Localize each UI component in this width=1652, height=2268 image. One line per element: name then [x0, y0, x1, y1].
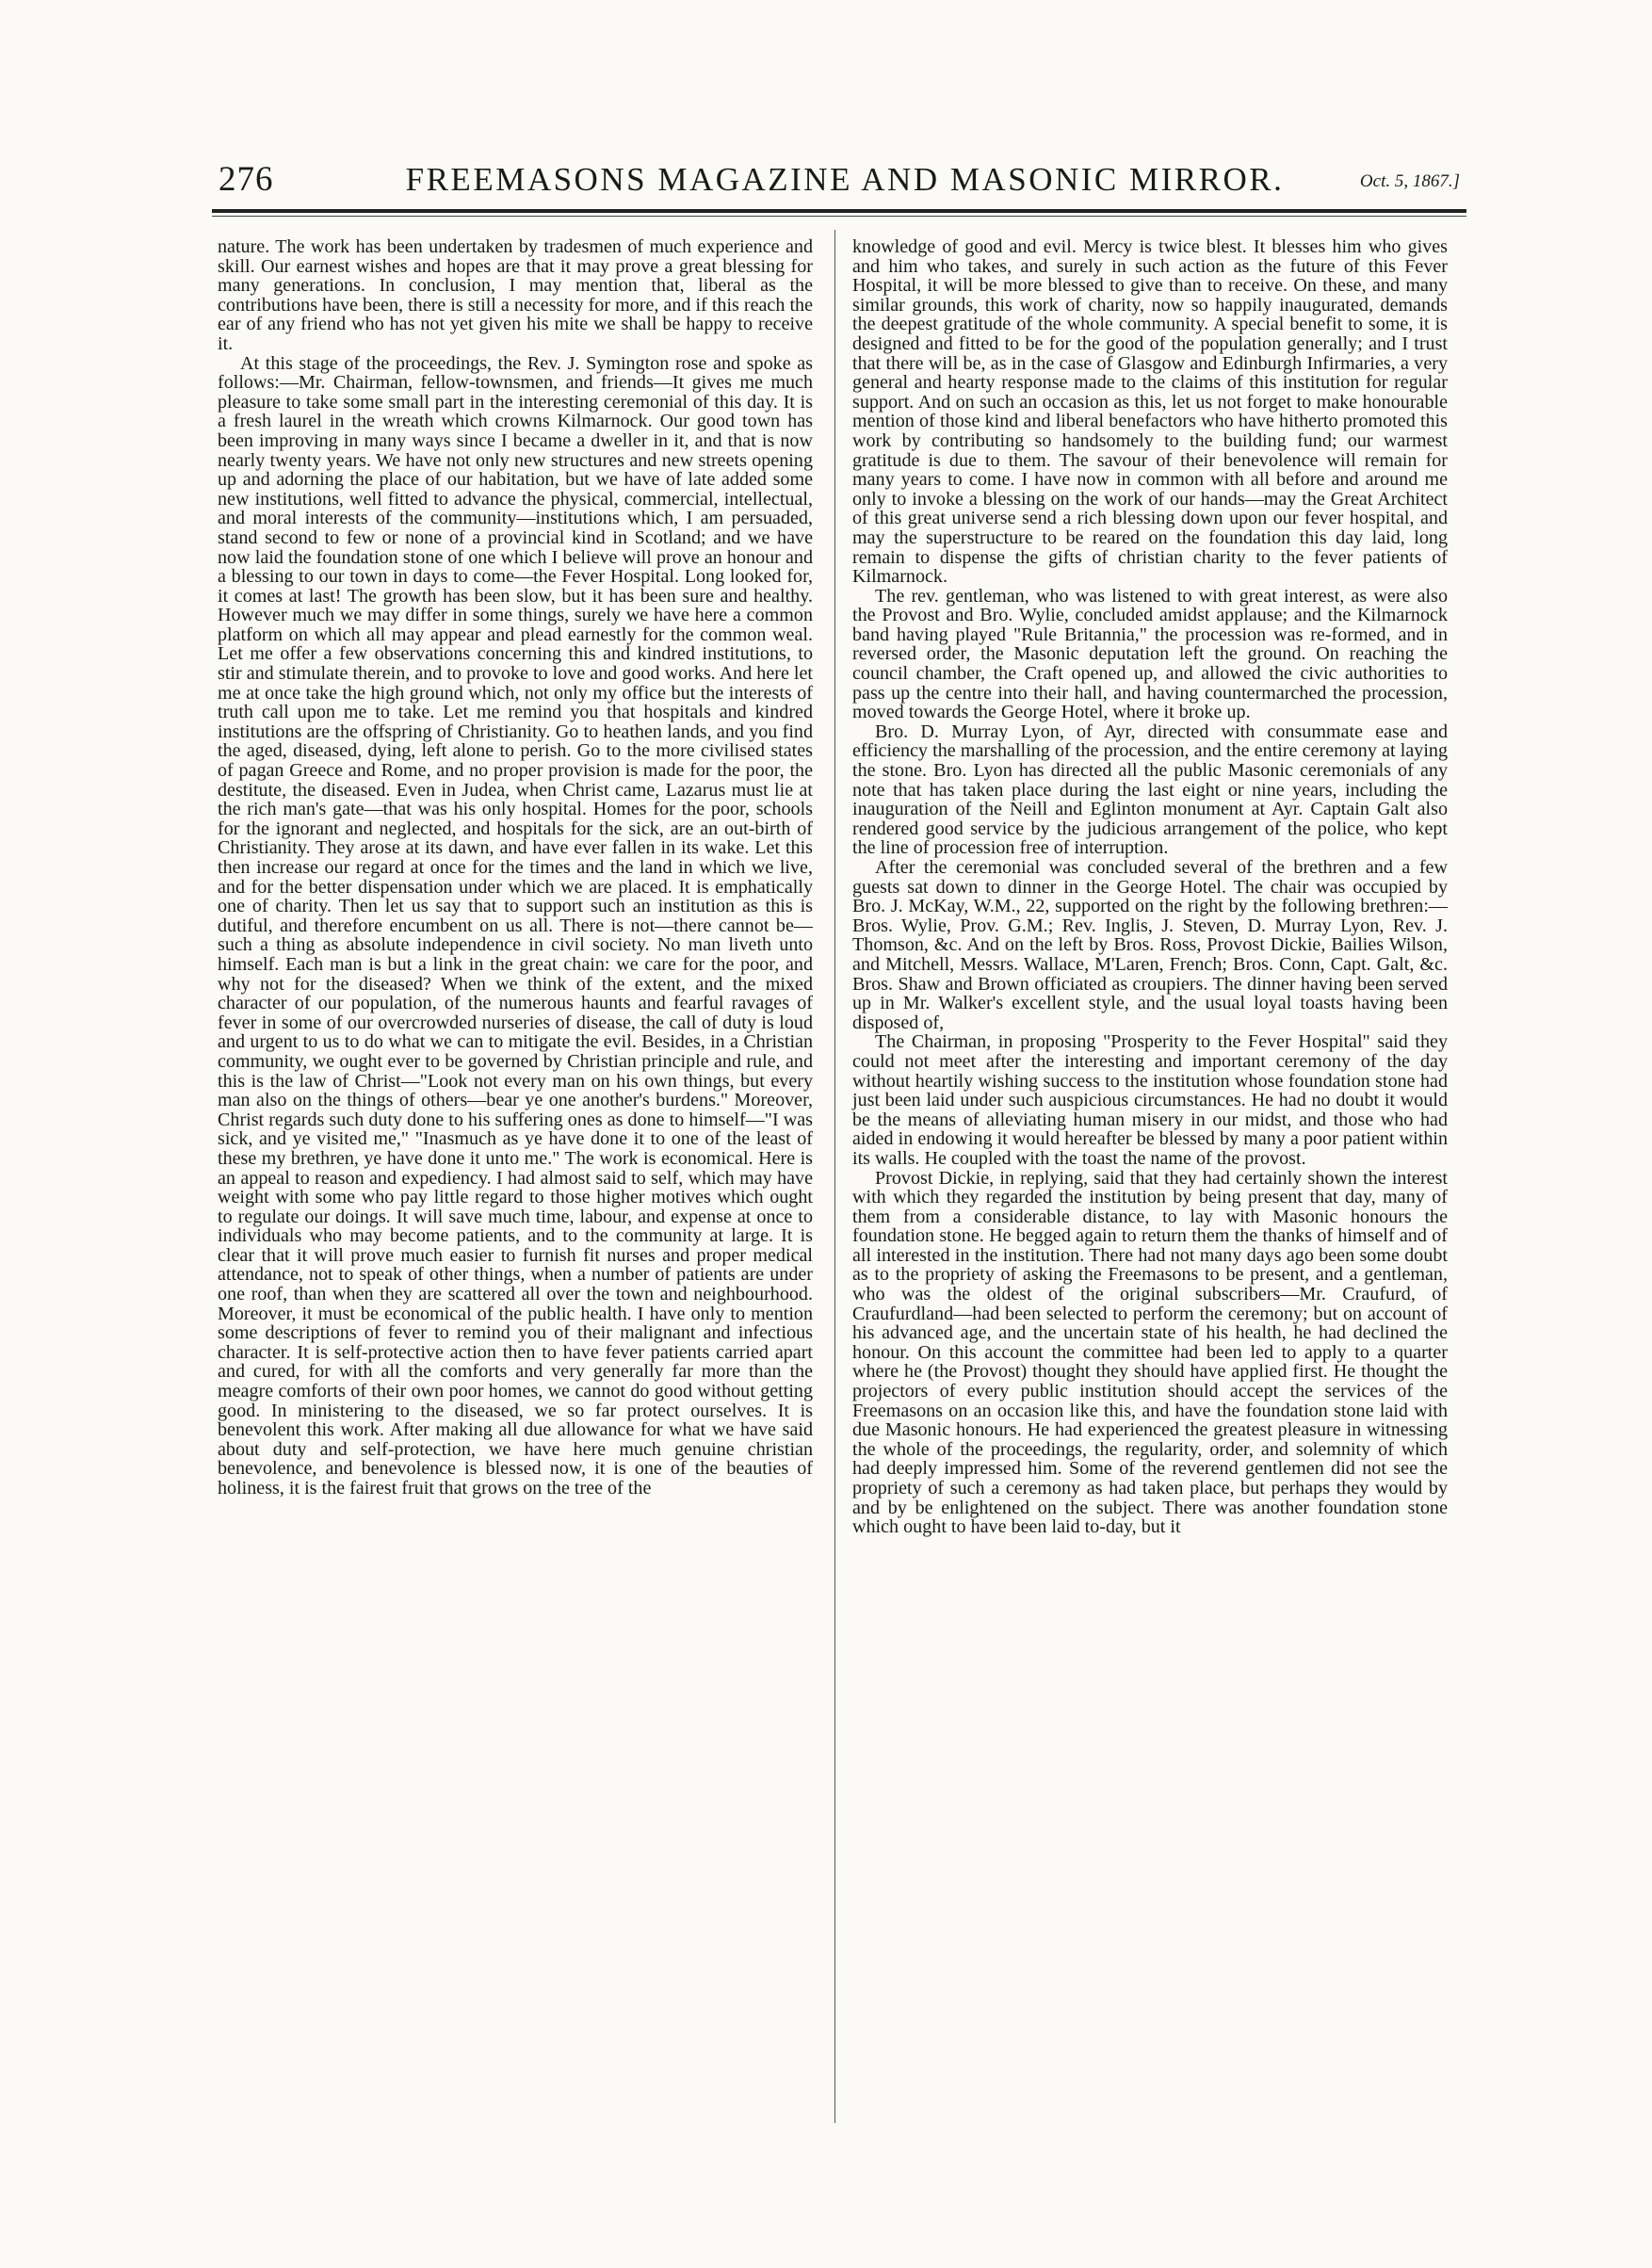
page-number: 276	[219, 160, 274, 199]
page-header	[219, 156, 1471, 203]
left-column	[218, 237, 813, 1498]
paragraph: After the ceremonial was concluded several of the brethren and a few guests sat down to dinner in the George Hotel. The chair was occupied by Bro. J. McKay, W.M., 22, supported on the right by the following brethren:—Bros. Wylie, Prov. G.M.; Rev. Inglis, J. Steven, D. Murray Lyon, Rev. J. Thomson, &c. And on the left by Bros. Ross, Provost Dickie, Bailies Wilson, and Mitchell, Messrs. Wallace, M'Laren, French; Bros. Conn, Capt. Galt, &c. Bros. Shaw and Brown officiated as croupiers. The dinner having been served up in Mr. Walker's excellent style, and the usual loyal toasts having been disposed of,	[852, 857, 1448, 1033]
right-column	[852, 237, 1448, 1537]
header-rule-thin	[212, 216, 1466, 217]
paragraph: At this stage of the proceedings, the Rev. J. Symington rose and spoke as follows:—Mr. Chairman, fellow-townsmen, and friends—It gives me much pleasure to take some small part in the interesting ceremonial of this day. It is a fresh laurel in the wreath which crowns Kilmarnock. Our good town has been improving in many ways since I became a dweller in it, and that is now nearly twenty years. We have not only new structures and new streets opening up and adorning the place of our habitation, but we have of late added some new institutions, well fitted to advance the physical, commercial, intellectual, and moral interests of the community—institutions which, I am persuaded, stand second to few or none of a provincial kind in Scotland; and we have now laid the foundation stone of one which I believe will prove an honour and a blessing to our town in days to come—the Fever Hospital. Long looked for, it comes at last! The growth has been slow, but it has been sure and healthy. However much we may differ in some things, surely we have here a common platform on which all may appear and plead earnestly for the common weal. Let me offer a few observations concerning this and kindred institutions, to stir and stimulate therein, and to provoke to love and good works. And here let me at once take the high ground which, not only my office but the interests of truth call upon me to take. Let me remind you that hospitals and kindred institutions are the offspring of Christianity. Go to heathen lands, and you find the aged, diseased, dying, left alone to perish. Go to the more civilised states of pagan Greece and Rome, and no proper provision is made for the poor, the destitute, the diseased. Even in Judea, when Christ came, Lazarus must lie at the rich man's gate—that was his only hospital. Homes for the poor, schools for the ignorant and neglected, and hospitals for the sick, are an out-birth of Christianity. They arose at its dawn, and have ever fallen in its wake. Let this then increase our regard at once for the times and the land in which we live, and for the better dispensation under which we are placed. It is emphatically one of charity. Then let us say that to support such an institution as this is dutiful, and therefore encumbent on us all. There is not—there cannot be—such a thing as absolute independence in civil society. No man liveth unto himself. Each man is but a link in the great chain: we care for the poor, and why not for the diseased? When we think of the extent, and the mixed character of our population, of the numerous haunts and fearful ravages of fever in some of our overcrowded nurseries of disease, the call of duty is loud and urgent to us to do what we can to mitigate the evil. Besides, in a Christian community, we ought ever to be governed by Christian principle and rule, and this is the law of Christ—"Look not every man on his own things, but every man also on the things of others—bear ye one another's burdens." Moreover, Christ regards such duty done to his suffering ones as done to himself—"I was sick, and ye visited me," "Inasmuch as ye have done it to one of the least of these my brethren, ye have done it unto me." The work is economical. Here is an appeal to reason and expediency. I had almost said to self, which may have weight with some who pay little regard to those higher motives which ought to regulate our doings. It will save much time, labour, and expense at once to individuals who may become patients, and to the community at large. It is clear that it will prove much easier to furnish fit nurses and proper medical attendance, not to speak of other things, when a number of patients are under one roof, than when they are scattered all over the town and neighbourhood. Moreover, it must be economical of the public health. I have only to mention some descriptions of fever to remind you of their malignant and infectious character. It is self-protective action then to have fever patients carried apart and cured, for with all the comforts and very generally far more than the meagre comforts of their own poor homes, we cannot do good without getting good. In ministering to the diseased, we so far protect ourselves. It is benevolent this work. After making all due allowance for what we have said about duty and self-protection, we have here much genuine christian benevolence, and benevolence is blessed now, it is one of the beauties of holiness, it is the fairest fruit that grows on the tree of the	[218, 352, 813, 1498]
paragraph: Provost Dickie, in replying, said that they had certainly shown the interest with which they regarded the institution by being present that day, many of them from a considerable distance, to lay with Masonic honours the foundation stone. He begged again to return them the thanks of himself and of all interested in the institution. There had not many days ago been some doubt as to the propriety of asking the Freemasons to be present, and a gentleman, who was the oldest of the original subscribers—Mr. Craufurd, of Craufurdland—had been selected to perform the ceremony; but on account of his advanced age, and the uncertain state of his health, he had declined the honour. On this account the committee had been led to apply to a quarter where he (the Provost) thought they should have applied first. He thought the projectors of every public institution should accept the services of the Freemasons on an occasion like this, and have the foundation stone laid with due Masonic honours. He had experienced the greatest pleasure in witnessing the whole of the proceedings, the regularity, order, and solemnity of which had deeply impressed him. Some of the reverend gentlemen did not see the propriety of such a ceremony as had taken place, but perhaps they would by and by be enlightened on the subject. There was another foundation stone which ought to have been laid to-day, but it	[852, 1167, 1448, 1538]
issue-date: Oct. 5, 1867.]	[1359, 171, 1460, 191]
masthead-title: FREEMASONS MAGAZINE AND MASONIC MIRROR.	[405, 161, 1285, 198]
paragraph: Bro. D. Murray Lyon, of Ayr, directed with consummate ease and efficiency the marshalling of the procession, and the entire ceremony at laying the stone. Bro. Lyon has directed all the public Masonic ceremonials of any note that has taken place during the last eight or nine years, including the inauguration of the Neill and Eglinton monument at Ayr. Captain Galt also rendered good service by the judicious arrangement of the police, who kept the line of procession free of interruption.	[852, 721, 1448, 859]
paragraph: The rev. gentleman, who was listened to with great interest, as were also the Provost and Bro. Wylie, concluded amidst applause; and the Kilmarnock band having played "Rule Britannia," the procession was re-formed, and in reversed order, the Masonic deputation left the ground. On reaching the council chamber, the Craft opened up, and allowed the civic authorities to pass up the centre into their hall, and having countermarched the procession, moved towards the George Hotel, where it broke up.	[852, 585, 1448, 723]
paragraph: The Chairman, in proposing "Prosperity to the Fever Hospital" said they could not meet after the interesting and important ceremony of the day without heartily wishing success to the institution whose foundation stone had just been laid under such auspicious circumstances. He had no doubt it would be the means of alleviating human misery in our midst, and those who had aided in endowing it would hereafter be blessed by many a poor patient within its walls. He coupled with the toast the name of the provost.	[852, 1031, 1448, 1169]
column-divider	[834, 230, 835, 2123]
paragraph: nature. The work has been undertaken by tradesmen of much experience and skill. Our earnest wishes and hopes are that it may prove a great blessing for many generations. In conclusion, I may mention that, liberal as the contributions have been, there is still a necessity for more, and if this reach the ear of any friend who has not yet given his mite we shall be happy to receive it.	[218, 236, 813, 354]
paragraph: knowledge of good and evil. Mercy is twice blest. It blesses him who gives and him who takes, and surely in such action as the future of this Fever Hospital, it will be more blessed to give than to receive. On these, and many similar grounds, this work of charity, now so happily inaugurated, demands the deepest gratitude of the whole community. A special benefit to some, it is designed and fitted to be for the good of the population generally; and I trust that there will be, as in the case of Glasgow and Edinburgh Infirmaries, a very general and hearty response made to the claims of this institution for regular support. And on such an occasion as this, let us not forget to make honourable mention of those kind and liberal benefactors who have hitherto promoted this work by contributing so handsomely to the building fund; our warmest gratitude is due to them. The savour of their benevolence will remain for many years to come. I have now in common with all before and around me only to invoke a blessing on the work of our hands—may the Great Architect of this great universe send a rich blessing down upon our fever hospital, and may the superstructure to be reared on the foundation this day laid, long remain to dispense the gifts of christian charity to the fever patients of Kilmarnock.	[852, 236, 1448, 588]
header-rule-thick	[212, 209, 1466, 213]
